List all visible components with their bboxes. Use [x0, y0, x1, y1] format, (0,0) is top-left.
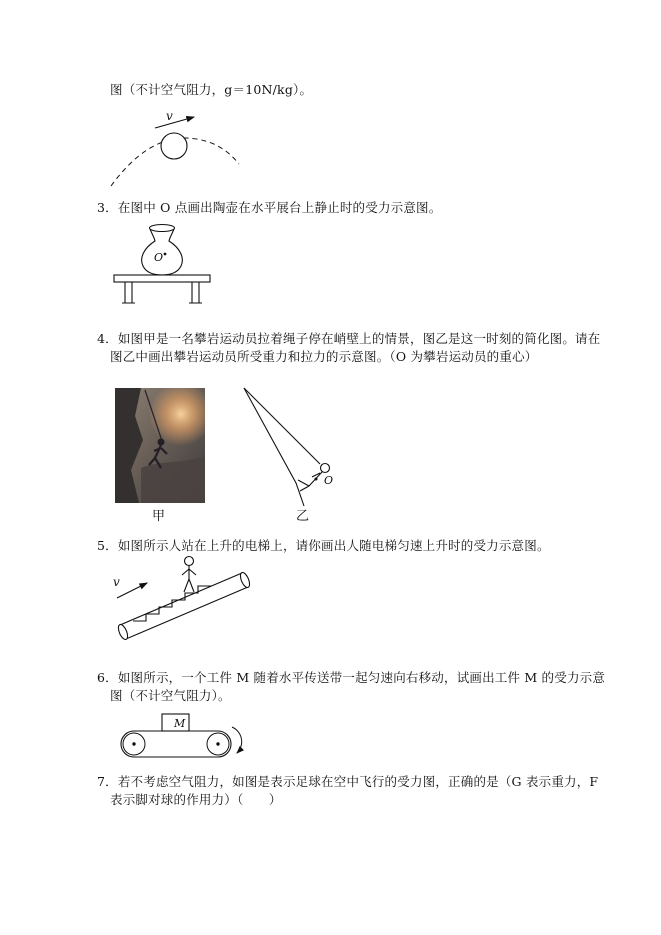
escalator-tube-lower-edge	[126, 587, 248, 639]
climber-head	[321, 464, 330, 473]
question6-text-line2: 图（不计空气阻力）。	[110, 688, 231, 703]
rope-line	[244, 388, 320, 464]
climber-body	[298, 472, 322, 491]
person-head	[185, 557, 194, 566]
figure-escalator	[103, 546, 263, 656]
cliff-line	[244, 388, 304, 506]
rotation-arrow	[232, 727, 242, 753]
vase-rim	[150, 225, 175, 232]
question7-text-line2: 表示脚对球的作用力）（ ）	[110, 792, 282, 807]
escalator-tube-upper-edge	[120, 573, 242, 625]
center-of-gravity-dot	[164, 253, 167, 256]
table-top	[114, 275, 210, 282]
escalator-tube-end-top	[239, 571, 252, 589]
figure-vase-on-table	[112, 220, 212, 305]
question2-tail-text: 图（不计空气阻力，g＝10N/kg）。	[110, 82, 313, 97]
figure-cliff-diagram	[228, 385, 358, 507]
roller-right-axle-dot	[216, 742, 219, 745]
workpiece-label: M	[174, 717, 186, 730]
climber-cg-label: O	[324, 474, 334, 487]
escalator-velocity-arrow	[117, 583, 147, 598]
question4-text-line1: 4．如图甲是一名攀岩运动员拉着绳子停在峭壁上的情景，图乙是这一时刻的简化图。请在	[97, 331, 601, 346]
climber-photo-art	[115, 388, 205, 503]
velocity-label: v	[166, 109, 173, 123]
escalator-velocity-label: v	[113, 575, 120, 589]
roller-left-axle-dot	[132, 742, 135, 745]
question5-text: 5．如图所示人站在上升的电梯上，请你画出人随电梯匀速上升时的受力示意图。	[97, 538, 550, 553]
question4-text-line2: 图乙中画出攀岩运动员所受重力和拉力的示意图。（O 为攀岩运动员的重心）	[110, 349, 538, 364]
figure-conveyor-belt	[110, 702, 250, 767]
figure-label-jia: 甲	[152, 509, 166, 524]
question6-text-line1: 6．如图所示，一个工件 M 随着水平传送带一起匀速向右移动，试画出工件 M 的受力示意	[97, 670, 606, 685]
belt-outline	[121, 731, 231, 757]
table-leg-left	[122, 282, 135, 303]
escalator-tube-end-bottom	[117, 623, 130, 641]
person-body	[182, 566, 196, 593]
ball	[161, 133, 187, 159]
figure-ball-trajectory	[108, 106, 243, 191]
photo-climber-head	[158, 439, 165, 446]
question3-text: 3．在图中 O 点画出陶壶在水平展台上静止时的受力示意图。	[97, 200, 442, 215]
figure-label-yi: 乙	[296, 509, 310, 524]
climber-cg-dot	[315, 478, 318, 481]
velocity-arrow	[155, 117, 194, 128]
table-leg-right	[189, 282, 202, 303]
question7-text-line1: 7．若不考虑空气阻力，如图是表示足球在空中飞行的受力图，正确的是（G 表示重力，F	[97, 774, 599, 789]
center-of-gravity-label: O	[154, 251, 164, 264]
climber-photo	[115, 388, 205, 503]
